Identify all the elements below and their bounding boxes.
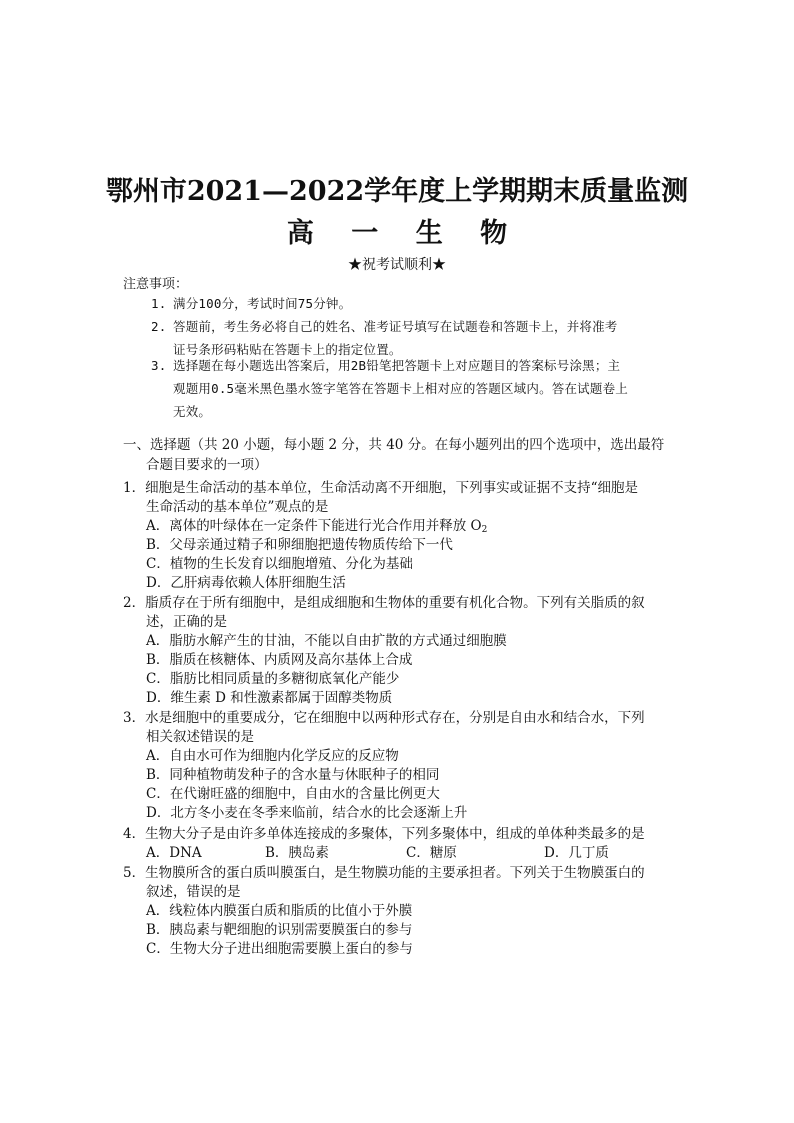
question-1-option-c: C．植物的生长发育以细胞增殖、分化为基础 (146, 556, 413, 572)
notice-item-3 (151, 354, 681, 423)
question-4-option-a: A．DNA (146, 845, 202, 861)
question-1-option-a: A．离体的叶绿体在一定条件下能进行光合作用并释放 $O_2$ (146, 518, 488, 535)
exam-title: 鄂州市2021—2022学年度上学期期末质量监测 (105, 176, 689, 207)
subject-char: 物 (480, 218, 508, 249)
question-3-option-d: D．北方冬小麦在冬季来临前，结合水的比会逐渐上升 (146, 805, 468, 821)
notice-text: 答题前，考生务必将自己的姓名、准考证号填写在试题卷和答题卡上，并将准考 (173, 319, 618, 334)
question-5-stem-cont: 叙述，错误的是 (146, 884, 241, 900)
question-3-stem-cont: 相关叙述错误的是 (146, 729, 254, 745)
notice-text: 证号条形码粘贴在答题卡上的指定位置。 (173, 342, 402, 357)
subject-char: 一 (351, 218, 379, 249)
question-5-option-c: C．生物大分子进出细胞需要膜上蛋白的参与 (146, 941, 413, 957)
subject-char: 生 (415, 218, 443, 249)
question-1-option-b: B．父母亲通过精子和卵细胞把遗传物质传给下一代 (146, 537, 453, 553)
question-4-stem: 4．生物大分子是由许多单体连接成的多聚体，下列多聚体中，组成的单体种类最多的是 (123, 826, 645, 842)
notice-text: 满分100分，考试时间75分钟。 (173, 296, 352, 311)
notice-text: 观题用0.5毫米黑色墨水签字笔答在答题卡上相对应的答题区域内。答在试题卷上 (173, 381, 628, 396)
question-1-stem-cont: 生命活动的基本单位”观点的是 (146, 499, 329, 515)
question-4-option-d: D．几丁质 (544, 845, 609, 861)
question-3-stem: 3．水是细胞中的重要成分，它在细胞中以两种形式存在，分别是自由水和结合水，下列 (123, 710, 645, 726)
subject-title (0, 214, 794, 254)
question-4-option-c: C．糖原 (406, 845, 457, 861)
question-2-option-c: C．脂肪比相同质量的多糖彻底氧化产能少 (146, 671, 400, 687)
notice-number: 1. (151, 296, 167, 311)
question-2-option-b: B．脂质在核糖体、内质网及高尔基体上合成 (146, 652, 413, 668)
good-luck-line: ★祝考试顺利★ (348, 257, 446, 273)
section-heading-cont: 合题目要求的一项） (146, 457, 268, 473)
question-1-option-d: D．乙肝病毒依赖人体肝细胞生活 (146, 575, 346, 591)
question-4-option-b: B．胰岛素 (265, 845, 329, 861)
notice-heading: 注意事项： (123, 277, 189, 292)
subject-char: 高 (286, 218, 314, 249)
question-2-stem: 2．脂质存在于所有细胞中，是组成细胞和生物体的重要有机化合物。下列有关脂质的叙 (123, 595, 645, 611)
notice-text: 选择题在每小题选出答案后，用2B铅笔把答题卡上对应题目的答案标号涂黑；主 (173, 358, 621, 373)
notice-number: 2. (151, 319, 167, 334)
question-5-option-b: B．胰岛素与靶细胞的识别需要膜蛋白的参与 (146, 922, 413, 938)
question-3-option-b: B．同种植物萌发种子的含水量与休眠种子的相同 (146, 767, 440, 783)
question-2-option-a: A．脂肪水解产生的甘油，不能以自由扩散的方式通过细胞膜 (146, 633, 507, 649)
section-heading: 一、选择题（共 20 小题，每小题 2 分，共 40 分。在每小题列出的四个选项中，选出最符 (123, 437, 665, 453)
question-1-stem: 1．细胞是生命活动的基本单位，生命活动离不开细胞，下列事实或证据不支持“细胞是 (123, 480, 638, 496)
question-2-option-d: D．维生素 D 和性激素都属于固醇类物质 (146, 690, 393, 706)
notice-item-1 (151, 292, 681, 315)
question-3-option-a: A．自由水可作为细胞内化学反应的反应物 (146, 748, 399, 764)
question-3-option-c: C．在代谢旺盛的细胞中，自由水的含量比例更大 (146, 786, 440, 802)
notice-number: 3. (151, 358, 167, 373)
question-2-stem-cont: 述，正确的是 (146, 614, 227, 630)
question-5-option-a: A．线粒体内膜蛋白质和脂质的比值小于外膜 (146, 903, 413, 919)
question-5-stem: 5．生物膜所含的蛋白质叫膜蛋白，是生物膜功能的主要承担者。下列关于生物膜蛋白的 (123, 865, 645, 881)
notice-text: 无效。 (173, 404, 212, 419)
